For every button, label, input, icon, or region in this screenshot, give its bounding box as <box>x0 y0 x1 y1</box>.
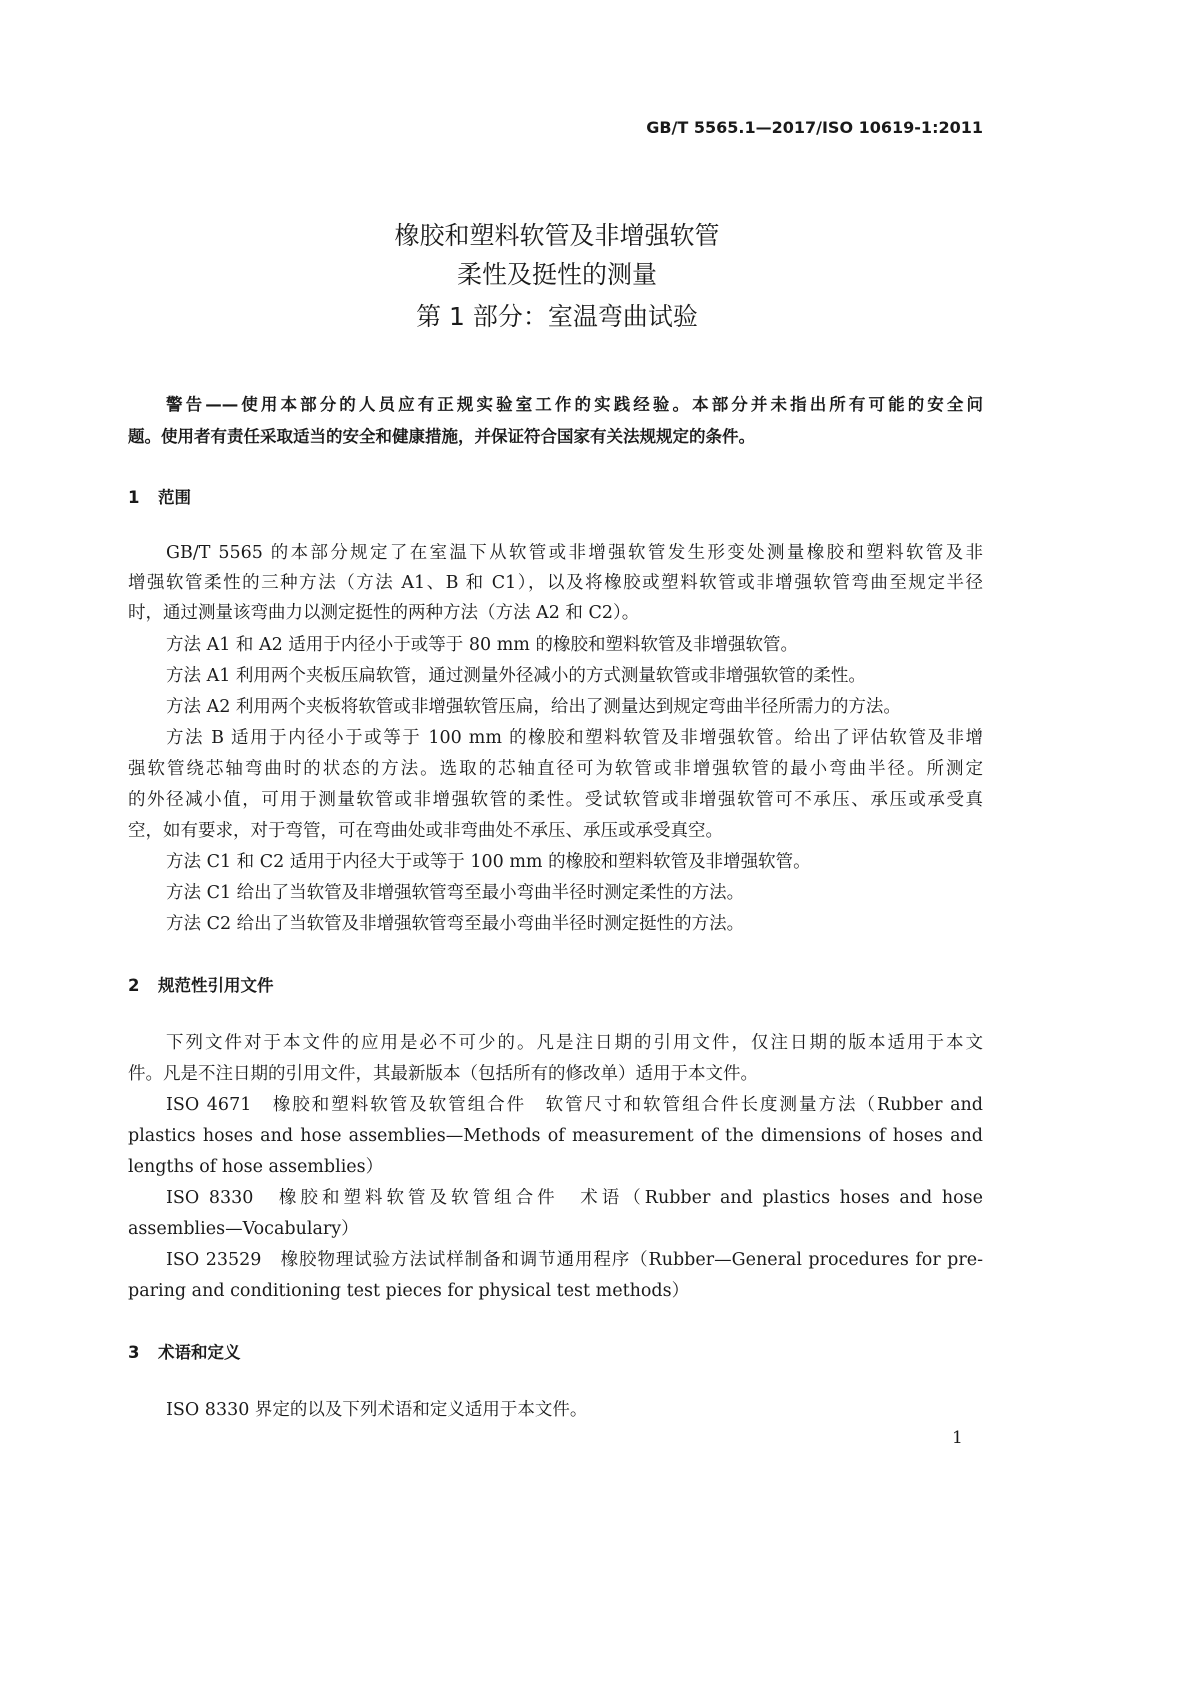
reference-line: ISO 8330 橡胶和塑料软管及软管组合件 术语（Rubber and plastics hoses and hose <box>166 1188 983 1208</box>
paragraph-line: 增强软管柔性的三种方法（方法 A1、B 和 C1），以及将橡胶或塑料软管或非增强软管弯曲至规定半径 <box>128 573 983 593</box>
paragraph-line: 空，如有要求，对于弯管，可在弯曲处或非弯曲处不承压、承压或承受真空。 <box>128 821 723 841</box>
paragraph-line: 件。凡是不注日期的引用文件，其最新版本（包括所有的修改单）适用于本文件。 <box>128 1064 758 1084</box>
warning-line: 警告——使用本部分的人员应有正规实验室工作的实践经验。本部分并未指出所有可能的安全问 <box>166 395 983 414</box>
section-number: 2 <box>128 976 140 995</box>
title-line-3: 第 1 部分：室温弯曲试验 <box>416 302 698 331</box>
section-heading-2 <box>128 972 274 996</box>
standard-number: GB/T 5565.1—2017/ISO 10619-1:2011 <box>646 118 983 137</box>
paragraph-line: 时，通过测量该弯曲力以测定挺性的两种方法（方法 A2 和 C2）。 <box>128 603 640 623</box>
section-heading-1 <box>128 484 191 508</box>
paragraph-line: ISO 8330 界定的以及下列术语和定义适用于本文件。 <box>166 1400 588 1420</box>
paragraph-line: 方法 C2 给出了当软管及非增强软管弯至最小弯曲半径时测定挺性的方法。 <box>166 914 745 934</box>
reference-line: paring and conditioning test pieces for physical test methods） <box>128 1281 690 1301</box>
paragraph-line: 方法 A2 利用两个夹板将软管或非增强软管压扁，给出了测量达到规定弯曲半径所需力的方法。 <box>166 697 901 717</box>
title-line-1: 橡胶和塑料软管及非增强软管 <box>394 221 720 250</box>
paragraph-line: 方法 A1 和 A2 适用于内径小于或等于 80 mm 的橡胶和塑料软管及非增强软管。 <box>166 635 798 655</box>
reference-line: ISO 4671 橡胶和塑料软管及软管组合件 软管尺寸和软管组合件长度测量方法（Rubber and <box>166 1095 983 1115</box>
title-line-2: 柔性及挺性的测量 <box>456 260 657 289</box>
reference-line: ISO 23529 橡胶物理试验方法试样制备和调节通用程序（Rubber—General procedures for pre- <box>166 1250 983 1270</box>
paragraph-line: GB/T 5565 的本部分规定了在室温下从软管或非增强软管发生形变处测量橡胶和塑料软管及非 <box>166 543 983 563</box>
reference-line: assemblies—Vocabulary） <box>128 1219 359 1239</box>
paragraph-line: 方法 C1 和 C2 适用于内径大于或等于 100 mm 的橡胶和塑料软管及非增强软管。 <box>166 852 811 872</box>
paragraph-line: 的外径减小值，可用于测量软管或非增强软管的柔性。受试软管或非增强软管可不承压、承压或承受真 <box>128 790 983 810</box>
warning-line: 题。使用者有责任采取适当的安全和健康措施，并保证符合国家有关法规规定的条件。 <box>128 427 755 446</box>
section-title: 规范性引用文件 <box>158 976 274 995</box>
section-number: 3 <box>128 1343 140 1362</box>
paragraph-line: 方法 C1 给出了当软管及非增强软管弯至最小弯曲半径时测定柔性的方法。 <box>166 883 745 903</box>
paragraph-line: 强软管绕芯轴弯曲时的状态的方法。选取的芯轴直径可为软管或非增强软管的最小弯曲半径。所测定 <box>128 759 983 779</box>
reference-line: lengths of hose assemblies） <box>128 1157 384 1177</box>
section-number: 1 <box>128 488 140 507</box>
paragraph-line: 方法 A1 利用两个夹板压扁软管，通过测量外径减小的方式测量软管或非增强软管的柔性。 <box>166 666 866 686</box>
paragraph-line: 下列文件对于本文件的应用是必不可少的。凡是注日期的引用文件，仅注日期的版本适用于本文 <box>166 1033 983 1053</box>
reference-line: plastics hoses and hose assemblies—Methods of measurement of the dimensions of hoses and <box>128 1126 983 1146</box>
section-title: 术语和定义 <box>158 1343 241 1362</box>
page-number: 1 <box>952 1428 963 1448</box>
section-heading-3 <box>128 1339 241 1363</box>
section-title: 范围 <box>158 488 191 507</box>
paragraph-line: 方法 B 适用于内径小于或等于 100 mm 的橡胶和塑料软管及非增强软管。给出了评估软管及非增 <box>166 728 983 748</box>
